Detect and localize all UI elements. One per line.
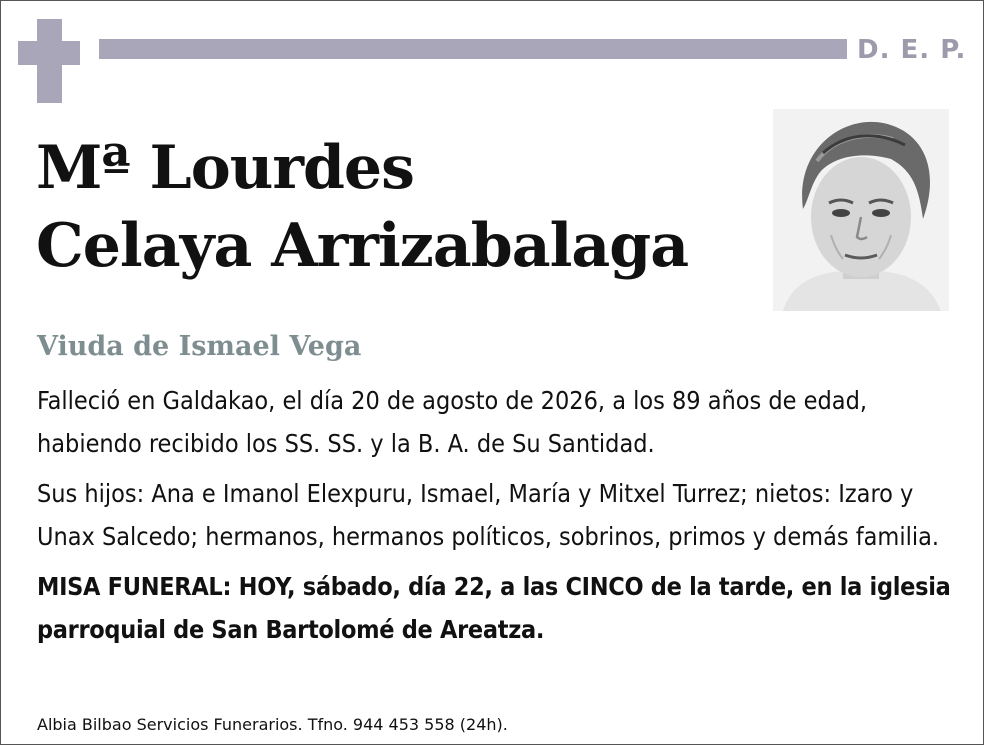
cross-icon — [18, 19, 80, 103]
widow-of-line: Viuda de Ismael Vega — [37, 331, 362, 362]
funeral-mass-paragraph: MISA FUNERAL: HOY, sábado, día 22, a las CINCO de la tarde, en la iglesia parroquial de San Bartolomé de Areatza. — [37, 572, 951, 644]
dep-label: D. E. P. — [857, 35, 967, 65]
family-paragraph: Sus hijos: Ana e Imanol Elexpuru, Ismael, María y Mitxel Turrez; nietos: Izaro y Unax Salcedo; hermanos, hermanos políticos, sobrinos, primos y demás familia. — [37, 479, 940, 551]
header-rule — [99, 39, 847, 59]
deceased-name — [36, 129, 688, 285]
deceased-name-line2: Celaya Arrizabalaga — [36, 211, 689, 281]
portrait-photo — [773, 109, 949, 311]
deceased-name-line1: Mª Lourdes — [36, 133, 414, 203]
death-paragraph: Falleció en Galdakao, el día 20 de agosto de 2026, a los 89 años de edad, habiendo recibido los SS. SS. y la B. A. de Su Santidad. — [37, 386, 867, 458]
notice-body — [37, 379, 957, 658]
funeral-home-footer: Albia Bilbao Servicios Funerarios. Tfno. 944 453 558 (24h). — [37, 715, 508, 734]
